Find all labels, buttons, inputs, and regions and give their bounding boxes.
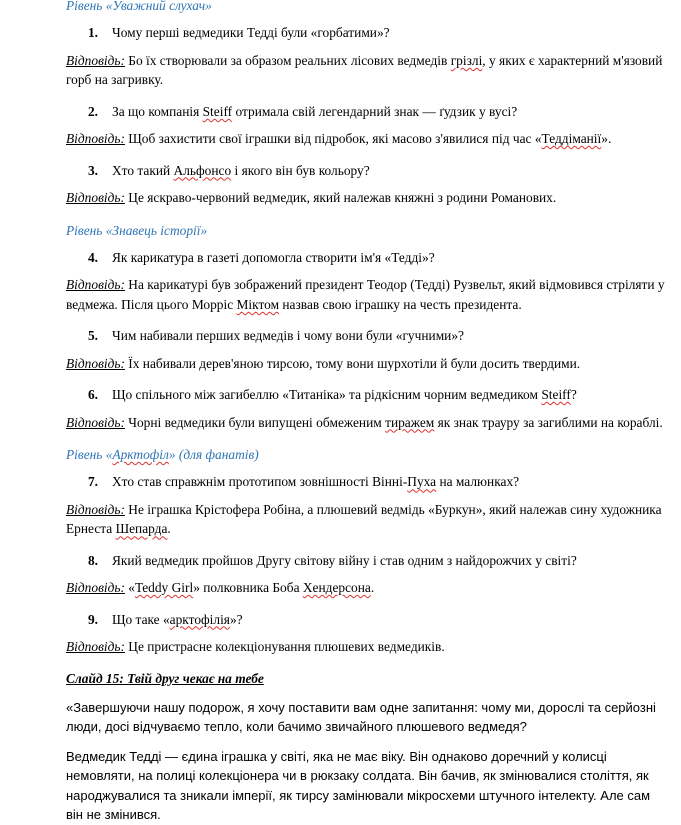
answer-text: Їх набивали дерев'яною тирсою, тому вони шурхотіли й були досить твердими. (124, 355, 581, 371)
spellcheck-word[interactable]: Арктофіл (112, 447, 169, 462)
answer-paragraph (66, 500, 669, 539)
answer-text: . (370, 580, 375, 596)
question-number: 2. (87, 103, 98, 119)
answer-text: « (124, 580, 135, 596)
answer-label: Відповідь: (66, 190, 125, 206)
heading-part: » (для фанатів) (168, 447, 259, 462)
answer-text: ». (601, 131, 612, 147)
answer-paragraph (66, 354, 669, 373)
question-text-part: на малюнках? (436, 474, 520, 490)
question-number: 1. (87, 25, 98, 41)
answer-text: Щоб захистити свої іграшки від підробок, які масово з'явилися під час « (124, 131, 542, 147)
answer-label: Відповідь: (66, 277, 125, 293)
answer-label: Відповідь: (66, 639, 125, 655)
spellcheck-word[interactable]: Пуха (407, 474, 437, 490)
spellcheck-word[interactable]: арктофілія (169, 611, 230, 627)
answer-text: як знак трауру за загиблими на кораблі. (434, 414, 663, 430)
question-item (66, 161, 669, 180)
question-number: 8. (87, 552, 98, 568)
question-item (66, 610, 669, 629)
spellcheck-word[interactable]: тиражем (385, 414, 435, 430)
answer-label: Відповідь: (66, 355, 125, 371)
spellcheck-word[interactable]: Teddy Girl (134, 580, 194, 596)
answer-text: » полковника Боба (193, 580, 303, 596)
question-text: Як карикатура в газеті допомогла створити ім'я «Тедді»? (112, 249, 435, 265)
section-heading-history-expert: Рівень «Знавець історії» (66, 222, 208, 238)
question-text (112, 102, 517, 121)
question-text: Який ведмедик пройшов Другу світову війну і став одним з найдорожчих у світі? (112, 552, 577, 568)
slide-title: Слайд 15: Твій друг чекає на тебе (66, 670, 264, 686)
question-text-part: Хто такий (112, 162, 174, 178)
question-text-part: »? (229, 611, 243, 627)
heading-part: Рівень « (66, 447, 113, 462)
question-item (66, 23, 669, 42)
spellcheck-word[interactable]: Альфонсо (173, 162, 232, 178)
question-text-part: За що компанія (112, 103, 203, 119)
spellcheck-word[interactable]: Міктом (236, 296, 280, 312)
answer-label: Відповідь: (66, 414, 125, 430)
spellcheck-word[interactable]: Steiff (202, 103, 233, 119)
question-number: 7. (87, 474, 98, 490)
answer-paragraph (66, 51, 669, 90)
answer-text: назвав свою іграшку на честь президента. (279, 296, 522, 312)
slide-paragraph: «Завершуючи нашу подорож, я хочу поставити вам одне запитання: чому ми, дорослі та серйозні люди, досі відчуваємо тепло, коли бачимо звичайного плюшевого ведмедя? (66, 699, 656, 735)
answer-text: Бо їх створювали за образом реальних лісових ведмедів (124, 52, 451, 68)
question-text-part: отримала свій легендарний знак — ґудзик у вусі? (232, 103, 518, 119)
answer-paragraph (66, 188, 669, 207)
question-text (112, 610, 243, 629)
answer-text: На карикатурі був зображений президент Теодор (Тедді) Рузвельт, який відмовився стріляти у ведмежа. Після цього Морріс (66, 277, 665, 312)
answer-label: Відповідь: (66, 580, 125, 596)
question-text (112, 385, 577, 404)
answer-paragraph (66, 637, 669, 656)
question-text: Чим набивали перших ведмедів і чому вони були «гучними»? (112, 328, 464, 344)
question-text (112, 161, 370, 180)
answer-text: , у яких є характерний м'язовий горб на загривку. (66, 52, 663, 88)
question-number: 4. (87, 249, 98, 265)
section-heading-arctophile (66, 445, 669, 464)
spellcheck-word[interactable]: Steiff (541, 387, 571, 403)
question-number: 5. (87, 328, 98, 344)
question-item (66, 472, 669, 491)
answer-paragraph (66, 275, 669, 314)
question-item (66, 326, 669, 345)
question-text-part: Хто став справжнім прототипом зовнішності Вінні- (112, 474, 408, 490)
answer-text: Чорні ведмедики були випущені обмеженим (124, 414, 386, 430)
section-heading-attentive-listener: Рівень «Уважний слухач» (66, 0, 212, 13)
spellcheck-word[interactable]: Теддіманії (541, 131, 602, 147)
answer-paragraph (66, 413, 669, 432)
question-item (66, 248, 669, 267)
question-text-part: Що спільного між загибеллю «Титаніка» та рідкісним чорним ведмедиком (112, 387, 542, 403)
question-item (66, 551, 669, 570)
spellcheck-word[interactable]: грізлі (450, 52, 483, 68)
slide-paragraph: Ведмедик Тедді — єдина іграшка у світі, яка не має віку. Він однаково доречний у колисці немовляти, на полиці колекціонера чи в рюкзаку солдата. Він бачив, як змінювалися століття, як народжувалися та зникали імперії, як тирсу замінювали мікросхеми штучного інтелекту. Але сам він не змінився. (66, 748, 651, 823)
spellcheck-word[interactable]: Хендерсона (302, 580, 371, 596)
answer-text: Це яскраво-червоний ведмедик, який належав княжні з родини Романових. (124, 190, 557, 206)
question-text-part: Що таке « (112, 611, 170, 627)
question-number: 6. (87, 387, 98, 403)
question-text-part: і якого він був кольору? (231, 162, 370, 178)
question-text-part: ? (570, 387, 577, 403)
question-item (66, 385, 669, 404)
answer-paragraph (66, 578, 669, 597)
question-text (112, 472, 519, 491)
spellcheck-word[interactable]: Шепарда (115, 521, 168, 537)
answer-text: . (167, 521, 171, 537)
answer-text: Це пристрасне колекціонування плюшевих ведмедиків. (124, 639, 445, 655)
answer-paragraph (66, 129, 669, 148)
question-text: Чому перші ведмедики Тедді були «горбатими»? (112, 25, 390, 41)
question-item (66, 102, 669, 121)
answer-label: Відповідь: (66, 501, 125, 517)
answer-text: Не іграшка Крістофера Робіна, а плюшевий ведмідь «Буркун», який належав сину художника Ернеста (66, 501, 662, 537)
answer-label: Відповідь: (66, 131, 125, 147)
answer-label: Відповідь: (66, 52, 125, 68)
question-number: 3. (87, 162, 98, 178)
question-number: 9. (87, 611, 98, 627)
